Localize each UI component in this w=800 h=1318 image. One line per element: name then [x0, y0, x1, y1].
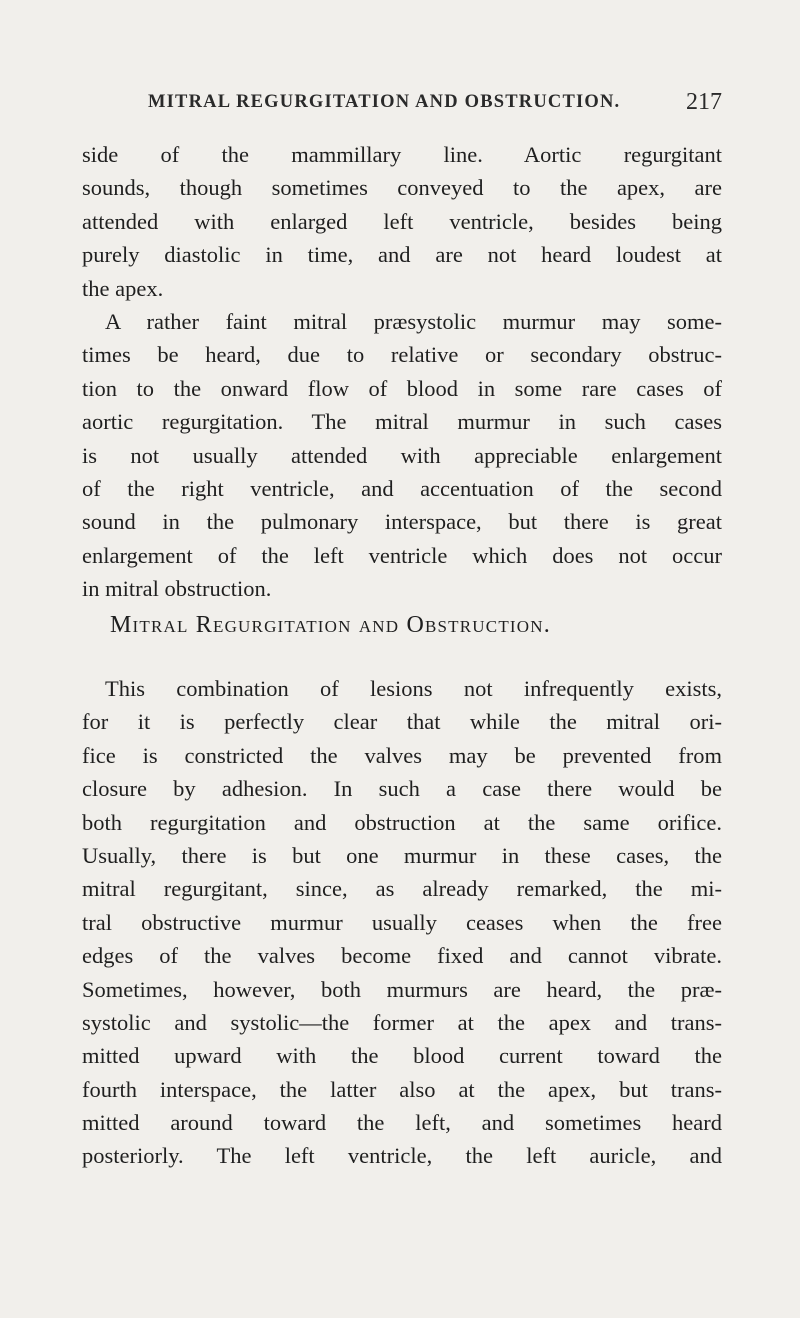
text-line: tral obstructive murmur usually ceases when the free [82, 909, 722, 935]
text-line: side of the mammillary line. Aortic regurgitant [82, 142, 722, 167]
running-head [82, 89, 722, 122]
text-line: fice is constricted the valves may be prevented from [82, 742, 722, 768]
text-line: systolic and systolic—the former at the apex and trans- [82, 1009, 722, 1035]
text-line: for it is perfectly clear that while the mitral ori- [82, 709, 722, 735]
text-line: in mitral obstruction. [82, 576, 272, 602]
text-line: posteriorly. The left ventricle, the left auricle, and [82, 1143, 722, 1169]
text-line: purely diastolic in time, and are not heard loudest at [82, 242, 722, 268]
text-line: the apex. [82, 275, 164, 301]
text-line: is not usually attended with appreciable enlargement [82, 442, 722, 468]
section-heading-text: Mitral Regurgitation and Obstruction. [110, 612, 551, 638]
text-line: Sometimes, however, both murmurs are heard, the præ- [82, 976, 722, 1002]
text-line: edges of the valves become fixed and cannot vibrate. [82, 943, 722, 969]
text-line: Usually, there is but one murmur in these cases, the [82, 842, 722, 868]
paragraph-mitral-regurgitation-obstruction [82, 672, 722, 1173]
text-line: mitted around toward the left, and sometimes heard [82, 1110, 722, 1136]
text-line: A rather faint mitral præsystolic murmur may some- [105, 308, 722, 334]
text-line: sounds, though sometimes conveyed to the apex, are [82, 175, 722, 201]
text-line: both regurgitation and obstruction at the same orifice. [82, 809, 722, 835]
text-line: fourth interspace, the latter also at the apex, but trans- [82, 1076, 722, 1102]
text-line: mitral regurgitant, since, as already remarked, the mi- [82, 876, 722, 902]
text-line: attended with enlarged left ventricle, besides being [82, 208, 722, 234]
text-line: times be heard, due to relative or secondary obstruc- [82, 342, 722, 368]
page-number: 217 [686, 89, 722, 115]
text-line: tion to the onward flow of blood in some rare cases of [82, 375, 722, 401]
paragraph-aortic-regurgitation [82, 138, 722, 605]
text-line: enlargement of the left ventricle which does not occur [82, 542, 722, 568]
text-line: closure by adhesion. In such a case there would be [82, 776, 722, 802]
text-line: aortic regurgitation. The mitral murmur in such cases [82, 409, 722, 435]
text-line: of the right ventricle, and accentuation of the second [82, 475, 722, 501]
text-line: sound in the pulmonary interspace, but there is great [82, 509, 722, 535]
running-title: MITRAL REGURGITATION AND OBSTRUCTION. [148, 92, 621, 112]
text-line: This combination of lesions not infrequently exists, [105, 676, 722, 701]
text-line: mitted upward with the blood current toward the [82, 1043, 722, 1069]
